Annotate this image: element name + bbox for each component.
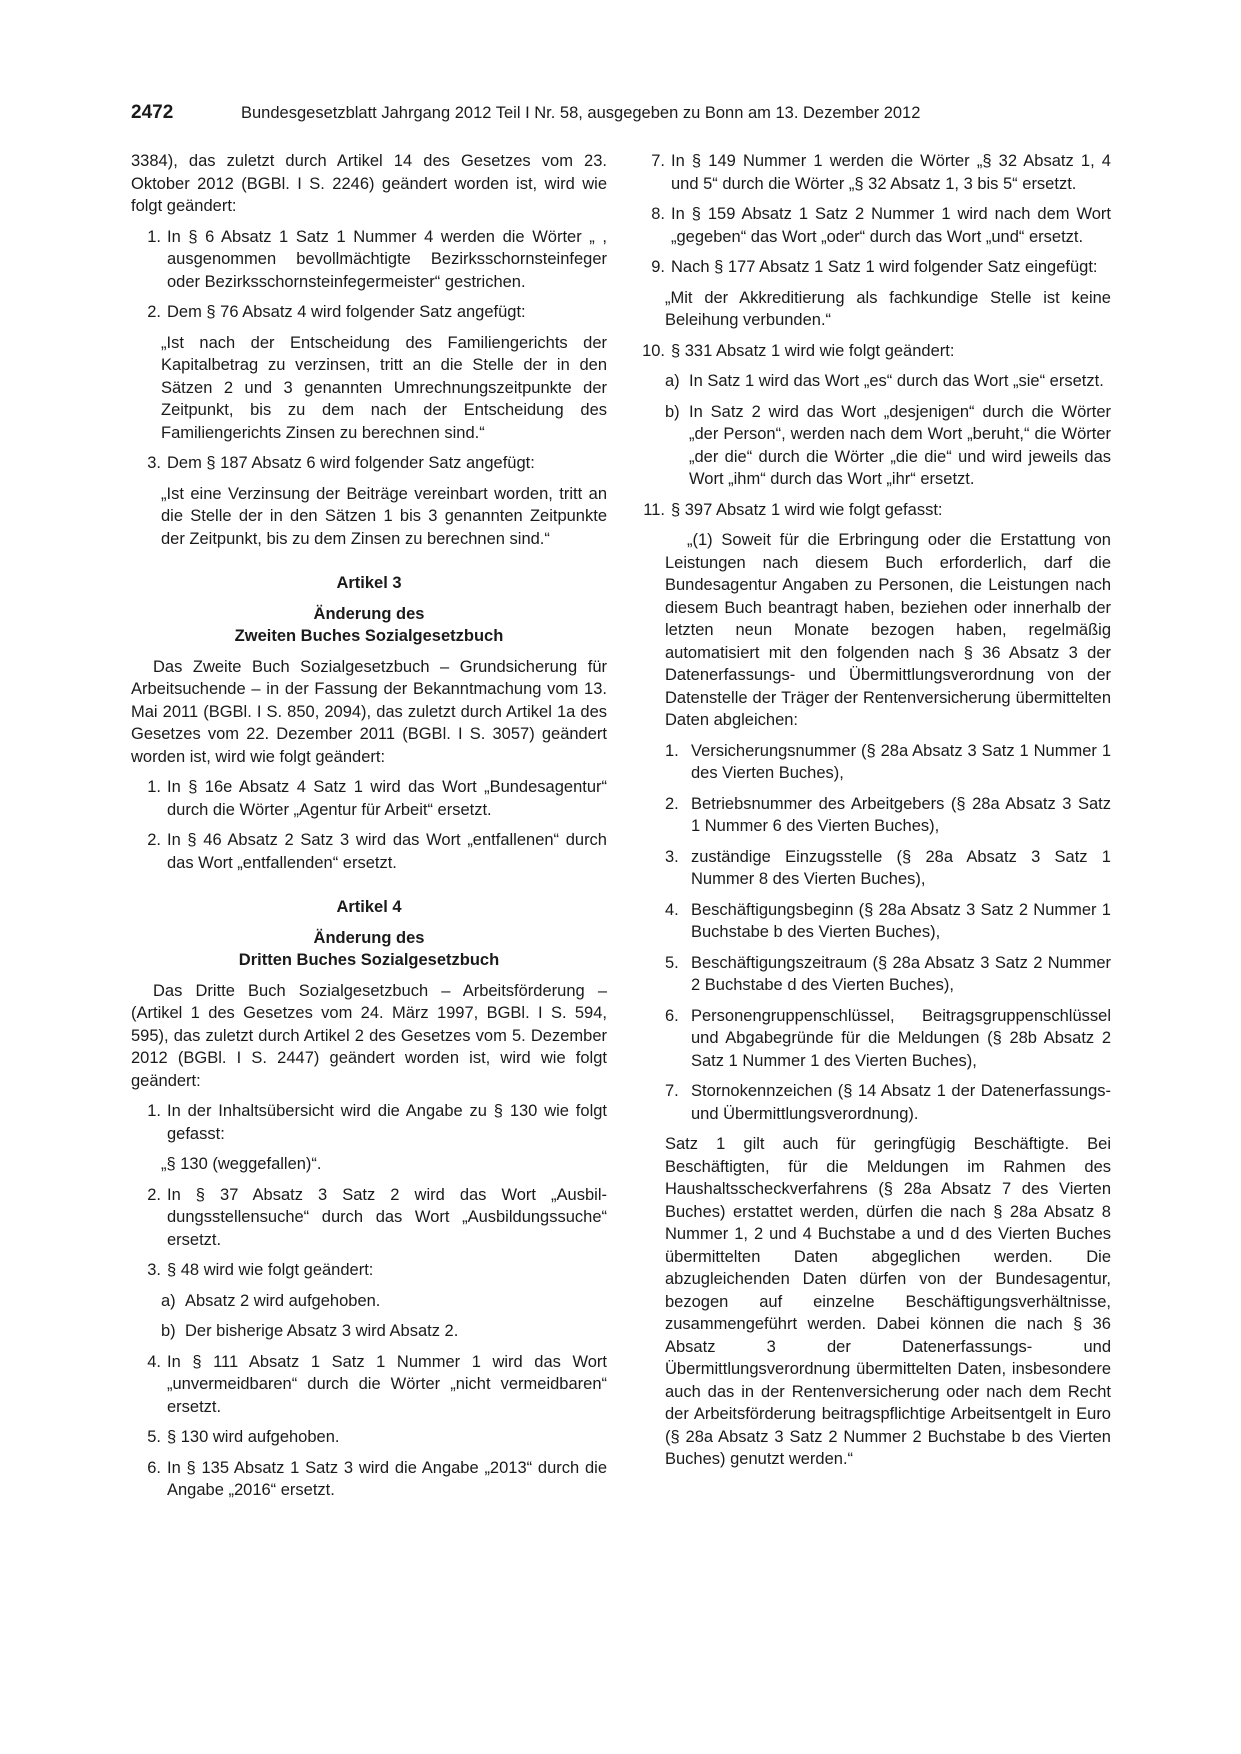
item-text: zuständige Einzugsstelle (§ 28a Absatz 3 Satz 1 Nummer 8 des Vierten Buches), — [691, 847, 1111, 888]
item-text: In der Inhaltsübersicht wird die Angabe zu § 130 wie folgt gefasst: — [167, 1102, 607, 1143]
item-text: Betriebsnummer des Arbeitgebers (§ 28a Absatz 3 Satz 1 Nummer 6 des Vierten Buches), — [691, 794, 1111, 835]
item-text: Stornokennzeichen (§ 14 Absatz 1 der Datenerfassungs- und Übermittlungsverordnung). — [691, 1082, 1111, 1123]
item-text: Beschäftigungsbeginn (§ 28a Absatz 3 Satz 2 Nummer 1 Buchstabe b des Vierten Buches), — [691, 900, 1111, 941]
quoted-text: „Ist nach der Entscheidung des Familiengerichts der Kapitalbetrag zu verzinsen, tritt an die Stelle der in den Sätzen 2 und 3 genannten Umrechnungszeitpunkte der Zeitpunkt, bis zu dem nach der Entscheidung des Familiengerichts Zinsen zu berechnen sind.“ — [161, 333, 607, 442]
quoted-paragraph: „(1) Soweit für die Erbringung oder die Erstattung von Leistungen nach diesem Buch erforderlich, darf die Bundesagentur Angaben zu Personen, die Leistungen nach diesem Buch beantragt haben, beziehen oder innerhalb der letzten neun Monate bezogen haben, regelmäßig automatisiert mit den folgenden nach § 36 Absatz 3 der Datenerfassungs- und Übermittlungsverordnung von der Datenstelle der Träger der Rentenversicherung übermittelten Daten abgleichen: — [665, 531, 1111, 729]
item-text: Personengruppenschlüssel, Beitragsgruppenschlüssel und Abgabegründe für die Meldungen (§ 28b Absatz 2 Satz 1 Nummer 1 des Vierten Buches), — [691, 1006, 1111, 1070]
item-number: 2. — [147, 1185, 161, 1204]
list-item — [635, 499, 1111, 522]
item-text: Dem § 187 Absatz 6 wird folgender Satz angefügt: — [167, 454, 535, 472]
page-number: 2472 — [131, 102, 174, 123]
list-item — [131, 1259, 607, 1282]
quoted-list-item — [665, 1080, 1111, 1125]
list-item — [131, 1100, 607, 1145]
quoted-text: „Mit der Akkreditierung als fachkundige Stelle ist keine Beleihung verbunden.“ — [665, 288, 1111, 329]
item-number: 10. — [642, 341, 665, 360]
page-header — [131, 102, 1011, 124]
list-item — [131, 1457, 607, 1502]
item-number: 11. — [643, 500, 665, 519]
quoted-text: „Ist eine Verzinsung der Beiträge vereinbart worden, tritt an die Stelle der in den Sätzen 1 bis 3 genannten Zeitpunkte der Zeitpunkt, bis zu dem Zinsen zu berechnen sind.“ — [161, 484, 607, 548]
item-number: 5. — [665, 953, 679, 972]
item-text: In § 149 Nummer 1 werden die Wörter „§ 32 Absatz 1, 4 und 5“ durch die Wörter „§ 32 Absatz 1, 3 bis 5“ ersetzt. — [671, 152, 1111, 193]
article-4-subtitle — [131, 927, 607, 972]
list-item — [635, 150, 1111, 195]
item-number: 5. — [147, 1428, 161, 1446]
quoted-list-item — [665, 846, 1111, 891]
list-item — [131, 776, 607, 821]
item-number: 8. — [651, 205, 665, 223]
sub-item-text: Absatz 2 wird aufgehoben. — [185, 1291, 381, 1310]
sub-item-text: In Satz 2 wird das Wort „desjenigen“ durch die Wörter „der Person“, werden nach dem Wort „beruht,“ die Wörter „der die“ durch die Wörter „die die“ und wird jeweils das Wort „ihm“ durch das Wort „ihr“ ersetzt. — [689, 402, 1111, 488]
item-text: In § 6 Absatz 1 Satz 1 Nummer 4 werden die Wörter „ , ausgenommen bevollmächtigte Bezirksschornsteinfeger oder Bezirksschornsteinfegermeister“ gestrichen. — [167, 227, 607, 291]
quoted-list-item — [665, 899, 1111, 944]
list-item — [131, 452, 607, 475]
list-item — [131, 226, 607, 294]
article-4-subtitle-line2: Dritten Buches Sozialgesetzbuch — [238, 951, 500, 969]
item-number: 6. — [665, 1006, 679, 1025]
item-text: In § 16e Absatz 4 Satz 1 wird das Wort „Bundesagentur“ durch die Wörter „Agentur für Arbeit“ ersetzt. — [167, 778, 607, 819]
list-item — [131, 829, 607, 874]
closing-paragraph: Satz 1 gilt auch für geringfügig Beschäftigte. Bei Beschäftigten, für die Meldungen im Rahmen des Haushaltsscheckverfahrens (§ 28a Absatz 7 des Vierten Buches) erstattet werden, dürfen die nach § 28a Absatz 8 Nummer 1, 2 und 4 Buchstabe a und d des Vierten Buches übermittelten Daten abgeglichen werden. Die abzugleichenden Daten dürfen von der Bundesagentur, bezogen auf einzelne Beschäftigungsverhältnisse, zusammengeführt werden. Dabei können die nach § 36 Absatz 3 der Datenerfassungs- und Übermittlungsverordnung übermittelten Daten, insbesondere auch das in der Rentenversicherung oder nach dem Recht der Arbeitsförderung beitragspflichtige Arbeitsentgelt in Euro (§ 28a Absatz 3 Satz 2 Nummer 2 Buchstabe b des Vierten Buches) genutzt werden.“ — [665, 1135, 1111, 1468]
list-item — [131, 301, 607, 324]
item-number: 4. — [665, 900, 679, 919]
article-4-intro: Das Dritte Buch Sozialgesetzbuch – Arbeitsförderung – (Artikel 1 des Gesetzes vom 24. März 1997, BGBl. I S. 594, 595), das zuletzt durch Artikel 2 des Gesetzes vom 5. Dezember 2012 (BGBl. I S. 2447) geändert worden ist, wird wie folgt geändert: — [131, 981, 607, 1090]
item-number: 2. — [147, 303, 161, 321]
list-item — [131, 1426, 607, 1449]
item-number: 1. — [665, 741, 679, 760]
item-number: 1. — [147, 1102, 161, 1120]
quoted-list-item — [665, 1005, 1111, 1073]
article-3-subtitle — [131, 603, 607, 648]
sub-item — [161, 1320, 607, 1343]
item-number: 3. — [147, 1261, 161, 1279]
sub-item-letter: a) — [665, 372, 680, 390]
item-number: 9. — [651, 258, 665, 276]
article-3-subtitle-line1: Änderung des — [313, 604, 425, 623]
gazette-title: Bundesgesetzblatt Jahrgang 2012 Teil I Nr. 58, ausgegeben zu Bonn am 13. Dezember 2012 — [241, 104, 921, 122]
item-text: § 331 Absatz 1 wird wie folgt geändert: — [671, 341, 955, 360]
item-number: 7. — [651, 152, 665, 170]
right-column — [635, 150, 1111, 1479]
left-column — [131, 150, 607, 1510]
sub-item-letter: b) — [665, 402, 680, 421]
item-text: In § 111 Absatz 1 Satz 1 Nummer 1 wird das Wort „unvermeidbaren“ durch die Wörter „nicht vermeidbaren“ ersetzt. — [167, 1352, 607, 1416]
item-text: § 397 Absatz 1 wird wie folgt gefasst: — [671, 500, 943, 519]
item-number: 4. — [147, 1352, 161, 1371]
sub-item-letter: a) — [161, 1291, 176, 1310]
item-number: 1. — [147, 778, 161, 796]
quoted-list-item — [665, 952, 1111, 997]
list-item — [635, 256, 1111, 279]
sub-item — [161, 1290, 607, 1313]
item-number: 2. — [665, 794, 679, 813]
item-text: In § 37 Absatz 3 Satz 2 wird das Wort „Ausbildungsstellensuche“ durch das Wort „Ausbildungssuche“ ersetzt. — [167, 1185, 607, 1249]
item-text: Nach § 177 Absatz 1 Satz 1 wird folgender Satz eingefügt: — [671, 258, 1098, 276]
list-item — [635, 340, 1111, 363]
item-number: 6. — [147, 1458, 161, 1477]
sub-item-text: Der bisherige Absatz 3 wird Absatz 2. — [185, 1322, 459, 1340]
article-3-title: Artikel 3 — [336, 574, 402, 592]
item-text: § 48 wird wie folgt geändert: — [167, 1261, 374, 1279]
intro-paragraph: 3384), das zuletzt durch Artikel 14 des Gesetzes vom 23. Oktober 2012 (BGBl. I S. 2246) geändert worden ist, wird wie folgt geändert: — [131, 152, 607, 215]
item-number: 2. — [147, 831, 161, 849]
item-text: In § 135 Absatz 1 Satz 3 wird die Angabe „2013“ durch die Angabe „2016“ ersetzt. — [167, 1458, 607, 1499]
article-4-subtitle-line1: Änderung des — [313, 928, 425, 947]
item-number: 3. — [665, 847, 679, 866]
item-number: 7. — [665, 1082, 679, 1100]
item-text: § 130 wird aufgehoben. — [167, 1428, 340, 1446]
item-number: 1. — [147, 227, 161, 246]
quoted-list-item — [665, 793, 1111, 838]
item-text: Beschäftigungszeitraum (§ 28a Absatz 3 Satz 2 Nummer 2 Buchstabe d des Vierten Buches), — [691, 953, 1111, 994]
sub-item — [665, 370, 1111, 393]
item-text: In § 46 Absatz 2 Satz 3 wird das Wort „entfallenen“ durch das Wort „entfallenden“ ersetzt. — [167, 831, 607, 872]
list-item — [131, 1351, 607, 1419]
article-3-intro: Das Zweite Buch Sozialgesetzbuch – Grundsicherung für Arbeitsuchende – in der Fassung der Bekanntmachung vom 13. Mai 2011 (BGBl. I S. 850, 2094), das zuletzt durch Artikel 1a des Gesetzes vom 22. Dezember 2011 (BGBl. I S. 3057) geändert worden ist, wird wie folgt geändert: — [131, 657, 607, 766]
sub-item-text: In Satz 1 wird das Wort „es“ durch das Wort „sie“ ersetzt. — [689, 372, 1104, 390]
quoted-list-item — [665, 740, 1111, 785]
sub-item — [665, 401, 1111, 491]
list-item — [635, 203, 1111, 248]
sub-item-letter: b) — [161, 1322, 176, 1340]
item-number: 3. — [147, 454, 161, 472]
item-text: In § 159 Absatz 1 Satz 2 Nummer 1 wird nach dem Wort „gegeben“ das Wort „oder“ durch das Wort „und“ ersetzt. — [671, 205, 1111, 246]
item-text: Versicherungsnummer (§ 28a Absatz 3 Satz 1 Nummer 1 des Vierten Buches), — [691, 741, 1111, 782]
quoted-text: „§ 130 (weggefallen)“. — [161, 1155, 322, 1173]
list-item — [131, 1184, 607, 1252]
article-4-title: Artikel 4 — [336, 898, 402, 916]
item-text: Dem § 76 Absatz 4 wird folgender Satz angefügt: — [167, 303, 526, 321]
article-3-subtitle-line2: Zweiten Buches Sozialgesetzbuch — [234, 627, 504, 645]
